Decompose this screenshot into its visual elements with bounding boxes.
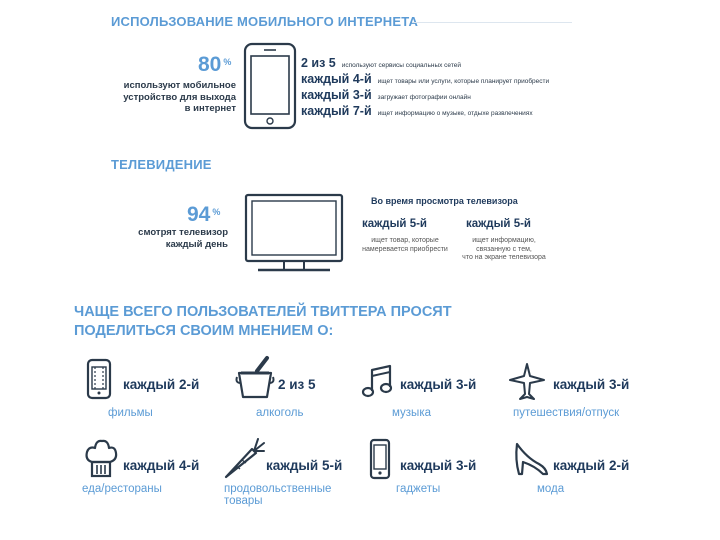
tv-stat-2: каждый 5-й — [466, 218, 531, 230]
mobile-description: используют мобильное устройство для выхода в интернет — [123, 80, 236, 114]
tv-percent: 94 % — [187, 203, 221, 226]
category-label: путешествия/отпуск — [513, 407, 620, 419]
category-label: фильмы — [108, 407, 153, 419]
carrot-icon — [222, 435, 266, 479]
category-label: гаджеты — [396, 483, 441, 495]
mobile-stat-row: каждый 7-й ищет информацию о музыке, отдыхе развлечениях — [301, 104, 533, 118]
film-phone-icon — [86, 359, 112, 399]
category-stat: каждый 4-й — [123, 458, 200, 473]
category-stat: каждый 3-й — [553, 377, 630, 392]
category-label: продовольственные товары — [224, 483, 332, 507]
mobile-stat-row: каждый 4-й ищет товары или услуги, которые планирует приобрести — [301, 72, 550, 86]
music-note-icon — [362, 364, 394, 398]
tv-stat-1: каждый 5-й — [362, 218, 427, 230]
category-stat: каждый 5-й — [266, 458, 343, 473]
tv-icon — [244, 193, 344, 275]
mobile-phone-icon — [243, 42, 297, 130]
category-stat: 2 из 5 — [278, 377, 316, 392]
tv-section-title: ТЕЛЕВИДЕНИЕ — [111, 157, 212, 172]
tv-description: смотрят телевизор каждый день — [138, 227, 228, 250]
category-stat: каждый 3-й — [400, 377, 477, 392]
tv-stat-2-note: ищет информацию, связанную с тем, что на экране телевизора — [462, 237, 546, 261]
high-heel-icon — [513, 440, 549, 478]
tv-stat-1-note: ищет товар, которые намеревается приобрести — [362, 237, 448, 253]
chef-hat-icon — [84, 438, 118, 478]
divider — [412, 22, 572, 23]
mobile-stat-row: каждый 3-й загружает фотографии онлайн — [301, 88, 471, 102]
category-stat: каждый 2-й — [123, 377, 200, 392]
category-label: еда/рестораны — [82, 483, 162, 495]
smartphone-icon — [369, 439, 391, 479]
category-stat: каждый 3-й — [400, 458, 477, 473]
category-label: алкоголь — [256, 407, 304, 419]
champagne-bucket-icon — [235, 355, 275, 399]
mobile-stat-row: 2 из 5 используют сервисы социальных сетей — [301, 56, 461, 70]
category-stat: каждый 2-й — [553, 458, 630, 473]
twitter-section-title: ЧАЩЕ ВСЕГО ПОЛЬЗОВАТЕЛЕЙ ТВИТТЕРА ПРОСЯТ ПОДЕЛИТЬСЯ СВОИМ МНЕНИЕМ О: — [74, 304, 452, 339]
category-label: музыка — [392, 407, 432, 419]
tv-during-heading: Во время просмотра телевизора — [371, 196, 518, 206]
mobile-section-title: ИСПОЛЬЗОВАНИЕ МОБИЛЬНОГО ИНТЕРНЕТА — [111, 14, 419, 29]
mobile-percent: 80 % — [198, 53, 232, 76]
airplane-icon — [508, 362, 546, 402]
category-label: мода — [537, 483, 565, 495]
